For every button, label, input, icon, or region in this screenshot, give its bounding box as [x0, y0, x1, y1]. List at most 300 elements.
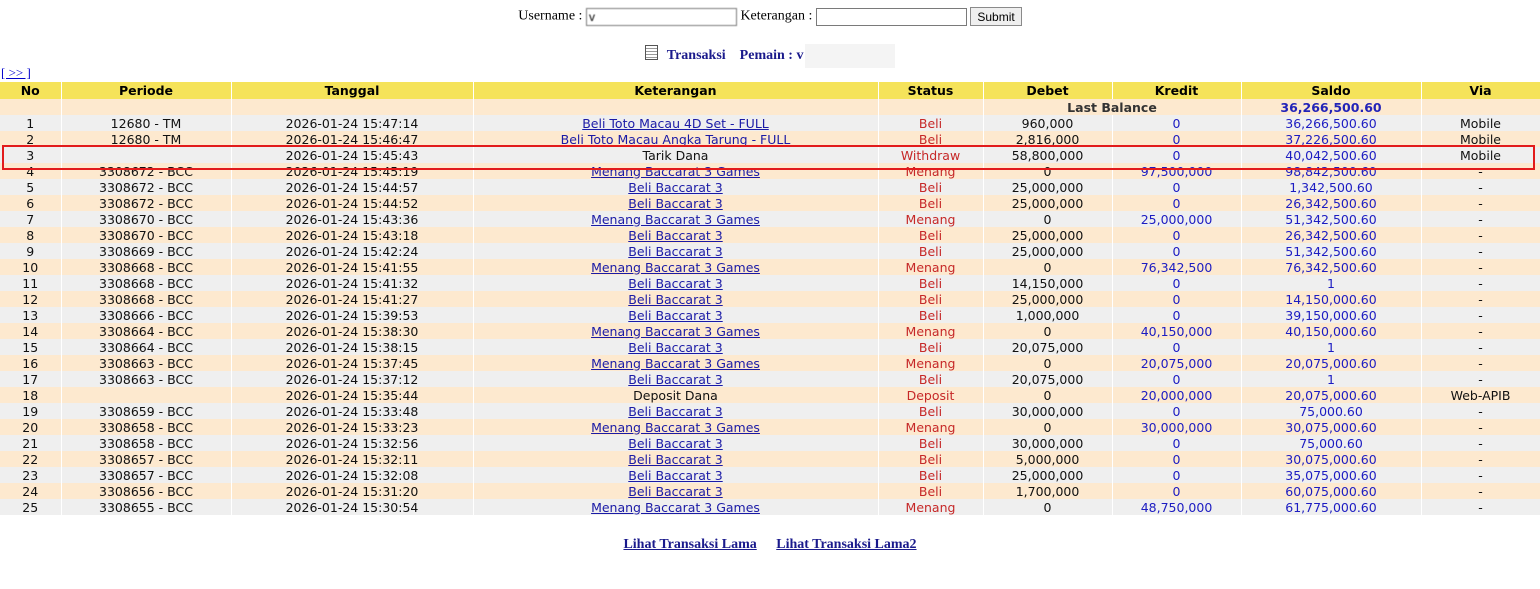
cell-status-text: Beli	[918, 467, 943, 483]
username-field-wrapper	[586, 8, 737, 26]
cell-kredit	[1112, 451, 1241, 467]
cell-status	[878, 419, 983, 435]
cell-via-text: Mobile	[1459, 147, 1501, 163]
cell-keterangan	[473, 291, 878, 307]
cell-periode	[61, 435, 231, 451]
cell-status	[878, 211, 983, 227]
cell-periode	[61, 323, 231, 339]
cell-status-text: Beli	[918, 307, 943, 323]
cell-kredit	[1112, 483, 1241, 499]
cell-tanggal-text: 2026-01-24 15:39:53	[285, 307, 419, 323]
cell-debet	[983, 259, 1112, 275]
table-row	[0, 499, 1540, 515]
cell-status	[878, 195, 983, 211]
cell-kredit	[1112, 387, 1241, 403]
cell-tanggal	[231, 195, 473, 211]
col-header-tanggal: Tanggal	[231, 82, 473, 99]
table-row	[0, 131, 1540, 147]
cell-status	[878, 179, 983, 195]
cell-tanggal-text: 2026-01-24 15:33:48	[285, 403, 419, 419]
cell-via	[1421, 419, 1540, 435]
cell-via	[1421, 147, 1540, 163]
cell-debet	[983, 227, 1112, 243]
cell-tanggal	[231, 307, 473, 323]
cell-no-text: 15	[22, 339, 39, 355]
cell-tanggal-text: 2026-01-24 15:45:19	[285, 163, 419, 179]
transaksi-title: Transaksi	[666, 48, 726, 64]
cell-debet-text: 0	[1043, 323, 1052, 339]
cell-saldo-text: 20,075,000.60	[1285, 355, 1377, 371]
cell-periode-text: 12680 - TM	[110, 131, 182, 147]
cell-saldo-text: 60,075,000.60	[1285, 483, 1377, 499]
submit-button[interactable]: Submit	[970, 7, 1021, 26]
cell-no-text: 12	[22, 291, 39, 307]
cell-keterangan	[473, 179, 878, 195]
last-balance-label: Last Balance	[983, 99, 1241, 115]
keterangan-link[interactable]: Menang Baccarat 3 Games	[591, 355, 760, 371]
cell-via-text: -	[1478, 499, 1483, 515]
keterangan-link[interactable]: Beli Baccarat 3	[628, 195, 723, 211]
cell-no-text: 18	[22, 387, 39, 403]
keterangan-link[interactable]: Beli Baccarat 3	[628, 243, 723, 259]
cell-status	[878, 451, 983, 467]
cell-periode-text: 3308668 - BCC	[99, 275, 193, 291]
cell-kredit	[1112, 115, 1241, 131]
cell-saldo-text: 20,075,000.60	[1285, 387, 1377, 403]
cell-via	[1421, 467, 1540, 483]
last-balance-value: 36,266,500.60	[1241, 99, 1421, 115]
cell-debet	[983, 499, 1112, 515]
cell-periode-text: 3308656 - BCC	[99, 483, 193, 499]
cell-debet	[983, 147, 1112, 163]
cell-keterangan-text: Tarik Dana	[642, 147, 709, 163]
keterangan-link[interactable]: Beli Baccarat 3	[628, 291, 723, 307]
cell-debet	[983, 243, 1112, 259]
cell-status	[878, 403, 983, 419]
cell-debet-text: 25,000,000	[1011, 227, 1084, 243]
cell-status	[878, 115, 983, 131]
table-body	[0, 99, 1540, 515]
keterangan-link[interactable]: Beli Baccarat 3	[628, 307, 723, 323]
cell-debet-text: 14,150,000	[1011, 275, 1084, 291]
cell-saldo-text: 1	[1327, 275, 1335, 291]
cell-no-text: 19	[22, 403, 39, 419]
cell-no	[0, 435, 61, 451]
cell-no-text: 2	[26, 131, 35, 147]
keterangan-link[interactable]: Beli Toto Macau 4D Set - FULL	[582, 115, 769, 131]
cell-no-text: 8	[26, 227, 35, 243]
cell-tanggal	[231, 227, 473, 243]
cell-periode	[61, 275, 231, 291]
cell-status-text: Beli	[918, 243, 943, 259]
cell-tanggal	[231, 355, 473, 371]
last-balance-row	[0, 99, 1540, 115]
cell-status-text: Beli	[918, 339, 943, 355]
keterangan-link[interactable]: Menang Baccarat 3 Games	[591, 163, 760, 179]
cell-status	[878, 163, 983, 179]
cell-via-text: -	[1478, 435, 1483, 451]
cell-no	[0, 451, 61, 467]
cell-via	[1421, 227, 1540, 243]
cell-no-text: 6	[26, 195, 35, 211]
cell-periode-text: 12680 - TM	[110, 115, 182, 131]
cell-kredit-text: 0	[1172, 115, 1181, 131]
cell-kredit-text: 0	[1172, 483, 1181, 499]
cell-tanggal	[231, 387, 473, 403]
cell-via	[1421, 323, 1540, 339]
next-page-link[interactable]: [ >> ]	[1, 65, 31, 80]
cell-debet-text: 0	[1043, 211, 1052, 227]
cell-tanggal-text: 2026-01-24 15:42:24	[285, 243, 419, 259]
cell-kredit	[1112, 259, 1241, 275]
cell-no-text: 9	[26, 243, 35, 259]
cell-no-text: 17	[22, 371, 39, 387]
cell-periode	[61, 131, 231, 147]
cell-tanggal	[231, 179, 473, 195]
cell-debet-text: 58,800,000	[1011, 147, 1084, 163]
table-header-row	[0, 82, 1540, 99]
cell-periode	[61, 291, 231, 307]
cell-status	[878, 371, 983, 387]
cell-keterangan	[473, 211, 878, 227]
cell-debet	[983, 371, 1112, 387]
cell-periode	[61, 259, 231, 275]
table-row	[0, 483, 1540, 499]
cell-debet-text: 25,000,000	[1011, 291, 1084, 307]
cell-keterangan	[473, 339, 878, 355]
col-header-kredit: Kredit	[1112, 82, 1241, 99]
old-transactions-link[interactable]: Lihat Transaksi Lama	[623, 537, 757, 552]
table-row	[0, 243, 1540, 259]
cell-kredit-text: 20,075,000	[1140, 355, 1213, 371]
cell-tanggal-text: 2026-01-24 15:32:11	[285, 451, 419, 467]
cell-via	[1421, 291, 1540, 307]
cell-periode-text: 3308659 - BCC	[99, 403, 193, 419]
cell-tanggal	[231, 147, 473, 163]
cell-keterangan	[473, 403, 878, 419]
cell-keterangan	[473, 195, 878, 211]
cell-via	[1421, 115, 1540, 131]
table-row	[0, 275, 1540, 291]
cell-status-text: Beli	[918, 275, 943, 291]
cell-debet	[983, 323, 1112, 339]
cell-keterangan	[473, 323, 878, 339]
cell-kredit-text: 0	[1172, 179, 1181, 195]
page-title	[0, 44, 1540, 68]
cell-tanggal	[231, 291, 473, 307]
cell-no-text: 25	[22, 499, 39, 515]
cell-kredit	[1112, 243, 1241, 259]
cell-tanggal-text: 2026-01-24 15:32:56	[285, 435, 419, 451]
cell-status-text: Menang	[905, 355, 956, 371]
cell-no	[0, 307, 61, 323]
cell-saldo-text: 40,150,000.60	[1285, 323, 1377, 339]
cell-debet-text: 0	[1043, 355, 1052, 371]
cell-keterangan	[473, 307, 878, 323]
cell-no-text: 3	[26, 147, 35, 163]
cell-status-text: Beli	[918, 371, 943, 387]
cell-kredit-text: 48,750,000	[1140, 499, 1213, 515]
cell-debet-text: 25,000,000	[1011, 195, 1084, 211]
keterangan-link[interactable]: Menang Baccarat 3 Games	[591, 499, 760, 515]
cell-status	[878, 387, 983, 403]
cell-saldo	[1241, 339, 1421, 355]
cell-kredit-text: 40,150,000	[1140, 323, 1213, 339]
cell-via-text: -	[1478, 275, 1483, 291]
keterangan-link[interactable]: Beli Toto Macau Angka Tarung - FULL	[560, 131, 791, 147]
cell-kredit-text: 0	[1172, 403, 1181, 419]
cell-via-text: -	[1478, 227, 1483, 243]
cell-status	[878, 483, 983, 499]
cell-kredit	[1112, 323, 1241, 339]
cell-no	[0, 467, 61, 483]
cell-periode	[61, 227, 231, 243]
cell-via-text: -	[1478, 467, 1483, 483]
cell-kredit	[1112, 307, 1241, 323]
table-row	[0, 227, 1540, 243]
keterangan-link[interactable]: Menang Baccarat 3 Games	[591, 211, 760, 227]
cell-periode	[61, 179, 231, 195]
cell-kredit-text: 0	[1172, 227, 1181, 243]
table-row	[0, 451, 1540, 467]
cell-saldo-text: 30,075,000.60	[1285, 419, 1377, 435]
table-row	[0, 195, 1540, 211]
keterangan-link[interactable]: Beli Baccarat 3	[628, 371, 723, 387]
cell-kredit	[1112, 147, 1241, 163]
cell-kredit-text: 0	[1172, 307, 1181, 323]
col-header-periode: Periode	[61, 82, 231, 99]
cell-periode-text: 3308664 - BCC	[99, 339, 193, 355]
cell-tanggal-text: 2026-01-24 15:41:32	[285, 275, 419, 291]
cell-tanggal	[231, 403, 473, 419]
cell-no	[0, 403, 61, 419]
cell-via	[1421, 339, 1540, 355]
cell-keterangan	[473, 275, 878, 291]
cell-saldo-text: 14,150,000.60	[1285, 291, 1377, 307]
cell-debet-text: 0	[1043, 259, 1052, 275]
cell-periode	[61, 499, 231, 515]
table-row	[0, 387, 1540, 403]
cell-kredit-text: 0	[1172, 195, 1181, 211]
cell-saldo	[1241, 163, 1421, 179]
cell-no-text: 22	[22, 451, 39, 467]
cell-no-text: 16	[22, 355, 39, 371]
cell-status	[878, 131, 983, 147]
cell-keterangan	[473, 483, 878, 499]
keterangan-link[interactable]: Beli Baccarat 3	[628, 451, 723, 467]
cell-status-text: Menang	[905, 419, 956, 435]
cell-tanggal-text: 2026-01-24 15:43:18	[285, 227, 419, 243]
cell-tanggal	[231, 243, 473, 259]
keterangan-link[interactable]: Beli Baccarat 3	[628, 467, 723, 483]
cell-status	[878, 243, 983, 259]
cell-periode	[61, 451, 231, 467]
cell-saldo	[1241, 147, 1421, 163]
cell-keterangan	[473, 451, 878, 467]
cell-keterangan	[473, 163, 878, 179]
cell-via-text: -	[1478, 371, 1483, 387]
cell-status	[878, 467, 983, 483]
cell-tanggal-text: 2026-01-24 15:46:47	[285, 131, 419, 147]
cell-status	[878, 355, 983, 371]
cell-keterangan	[473, 147, 878, 163]
username-label: Username :	[518, 8, 583, 24]
cell-via	[1421, 131, 1540, 147]
cell-saldo-text: 98,842,500.60	[1285, 163, 1377, 179]
cell-kredit	[1112, 275, 1241, 291]
cell-status-text: Beli	[918, 435, 943, 451]
cell-kredit	[1112, 467, 1241, 483]
cell-keterangan	[473, 371, 878, 387]
cell-no	[0, 243, 61, 259]
keterangan-link[interactable]: Beli Baccarat 3	[628, 403, 723, 419]
table-row	[0, 419, 1540, 435]
cell-periode	[61, 419, 231, 435]
cell-kredit-text: 0	[1172, 371, 1181, 387]
cell-tanggal-text: 2026-01-24 15:44:52	[285, 195, 419, 211]
cell-no	[0, 227, 61, 243]
cell-debet-text: 5,000,000	[1015, 451, 1080, 467]
cell-keterangan	[473, 467, 878, 483]
cell-via-text: -	[1478, 163, 1483, 179]
cell-debet	[983, 275, 1112, 291]
cell-status	[878, 147, 983, 163]
cell-tanggal	[231, 483, 473, 499]
cell-saldo-text: 75,000.60	[1299, 435, 1363, 451]
cell-saldo-text: 61,775,000.60	[1285, 499, 1377, 515]
cell-debet	[983, 211, 1112, 227]
cell-saldo	[1241, 259, 1421, 275]
pemain-label: Pemain :	[739, 48, 793, 64]
cell-status-text: Beli	[918, 131, 943, 147]
cell-keterangan	[473, 115, 878, 131]
cell-kredit	[1112, 403, 1241, 419]
col-header-debet: Debet	[983, 82, 1112, 99]
cell-no	[0, 163, 61, 179]
keterangan-input[interactable]	[816, 8, 967, 26]
cell-no-text: 23	[22, 467, 39, 483]
keterangan-link[interactable]: Menang Baccarat 3 Games	[591, 259, 760, 275]
cell-saldo	[1241, 227, 1421, 243]
transactions-table	[0, 82, 1540, 515]
cell-saldo-text: 35,075,000.60	[1285, 467, 1377, 483]
cell-debet	[983, 179, 1112, 195]
old-transactions-link-2[interactable]: Lihat Transaksi Lama2	[776, 537, 917, 552]
cell-saldo-text: 51,342,500.60	[1285, 243, 1377, 259]
cell-periode	[61, 195, 231, 211]
cell-no	[0, 211, 61, 227]
cell-debet-text: 0	[1043, 163, 1052, 179]
table-row	[0, 355, 1540, 371]
keterangan-link[interactable]: Menang Baccarat 3 Games	[591, 323, 760, 339]
cell-via-text: -	[1478, 291, 1483, 307]
cell-no-text: 7	[26, 211, 35, 227]
cell-status	[878, 323, 983, 339]
cell-no	[0, 499, 61, 515]
cell-keterangan	[473, 419, 878, 435]
cell-debet	[983, 419, 1112, 435]
col-header-saldo: Saldo	[1241, 82, 1421, 99]
cell-saldo	[1241, 307, 1421, 323]
cell-via	[1421, 307, 1540, 323]
col-header-via: Via	[1421, 82, 1540, 99]
cell-no-text: 10	[22, 259, 39, 275]
cell-debet-text: 25,000,000	[1011, 243, 1084, 259]
cell-kredit	[1112, 291, 1241, 307]
cell-periode-text: 3308666 - BCC	[99, 307, 193, 323]
cell-saldo	[1241, 291, 1421, 307]
username-input[interactable]	[586, 8, 737, 26]
cell-kredit	[1112, 371, 1241, 387]
cell-kredit	[1112, 355, 1241, 371]
cell-periode-text: 3308669 - BCC	[99, 243, 193, 259]
cell-periode	[61, 355, 231, 371]
cell-via	[1421, 371, 1540, 387]
cell-via	[1421, 435, 1540, 451]
table-row	[0, 435, 1540, 451]
cell-saldo-text: 76,342,500.60	[1285, 259, 1377, 275]
keterangan-link[interactable]: Beli Baccarat 3	[628, 483, 723, 499]
cell-saldo	[1241, 467, 1421, 483]
cell-keterangan	[473, 499, 878, 515]
cell-tanggal-text: 2026-01-24 15:35:44	[285, 387, 419, 403]
cell-debet	[983, 339, 1112, 355]
cell-kredit-text: 0	[1172, 291, 1181, 307]
cell-via-text: -	[1478, 243, 1483, 259]
keterangan-link[interactable]: Beli Baccarat 3	[628, 179, 723, 195]
cell-periode	[61, 211, 231, 227]
keterangan-link[interactable]: Beli Baccarat 3	[628, 435, 723, 451]
cell-no	[0, 147, 61, 163]
cell-saldo-text: 36,266,500.60	[1285, 115, 1377, 131]
cell-via	[1421, 179, 1540, 195]
cell-via	[1421, 163, 1540, 179]
cell-kredit-text: 30,000,000	[1140, 419, 1213, 435]
col-header-status: Status	[878, 82, 983, 99]
keterangan-link[interactable]: Beli Baccarat 3	[628, 275, 723, 291]
cell-debet	[983, 291, 1112, 307]
cell-tanggal	[231, 339, 473, 355]
keterangan-link[interactable]: Menang Baccarat 3 Games	[591, 419, 760, 435]
table-row	[0, 163, 1540, 179]
cell-no-text: 24	[22, 483, 39, 499]
cell-debet-text: 20,075,000	[1011, 339, 1084, 355]
cell-no	[0, 115, 61, 131]
cell-tanggal-text: 2026-01-24 15:38:15	[285, 339, 419, 355]
cell-no-text: 11	[22, 275, 39, 291]
cell-keterangan	[473, 131, 878, 147]
keterangan-link[interactable]: Beli Baccarat 3	[628, 339, 723, 355]
cell-via	[1421, 243, 1540, 259]
cell-via	[1421, 403, 1540, 419]
cell-status-text: Beli	[918, 227, 943, 243]
cell-tanggal	[231, 371, 473, 387]
cell-saldo	[1241, 275, 1421, 291]
keterangan-link[interactable]: Beli Baccarat 3	[628, 227, 723, 243]
cell-kredit	[1112, 195, 1241, 211]
player-name-mask	[805, 44, 895, 68]
cell-no-text: 4	[26, 163, 35, 179]
cell-debet	[983, 163, 1112, 179]
cell-tanggal-text: 2026-01-24 15:37:45	[285, 355, 419, 371]
col-header-keterangan: Keterangan	[473, 82, 878, 99]
cell-kredit-text: 0	[1172, 339, 1181, 355]
cell-no	[0, 131, 61, 147]
cell-tanggal	[231, 211, 473, 227]
cell-periode-text: 3308663 - BCC	[99, 371, 193, 387]
cell-status-text: Withdraw	[900, 147, 961, 163]
cell-no	[0, 323, 61, 339]
